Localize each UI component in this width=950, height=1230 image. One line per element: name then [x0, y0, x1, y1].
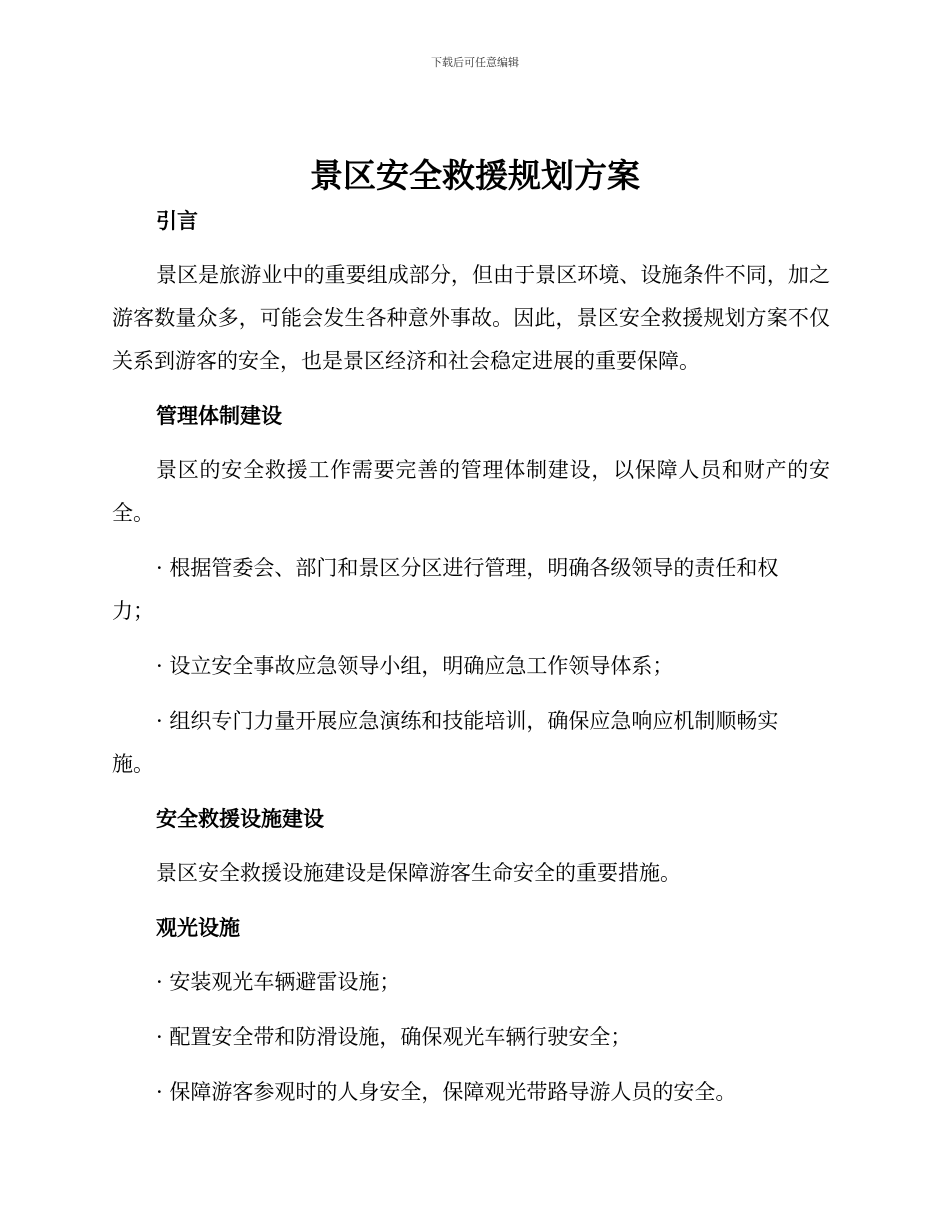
intro-heading: 引言 — [156, 209, 198, 233]
sightseeing-bullet-2: · 配置安全带和防滑设施，确保观光车辆行驶安全； — [156, 1025, 632, 1049]
mgmt-heading: 管理体制建设 — [156, 404, 282, 428]
document-body — [112, 200, 830, 1114]
facility-paragraph: 景区安全救援设施建设是保障游客生命安全的重要措施。 — [156, 861, 681, 885]
mgmt-bullet-3: · 组织专门力量开展应急演练和技能培训，确保应急响应机制顺畅实施。 — [112, 709, 779, 776]
facility-heading: 安全救援设施建设 — [156, 807, 324, 831]
mgmt-bullet-2: · 设立安全事故应急领导小组，明确应急工作领导体系； — [156, 654, 674, 678]
mgmt-paragraph: 景区的安全救援工作需要完善的管理体制建设，以保障人员和财产的安全。 — [112, 458, 830, 525]
sightseeing-bullet-1: · 安装观光车辆避雷设施； — [156, 970, 401, 994]
intro-paragraph: 景区是旅游业中的重要组成部分，但由于景区环境、设施条件不同，加之游客数量众多，可能会发生各种意外事故。因此，景区安全救援规划方案不仅关系到游客的安全，也是景区经济和社会稳定进展的重要保障。 — [112, 263, 830, 373]
page-title: 景区安全救援规划方案 — [310, 156, 640, 195]
sightseeing-bullet-3: · 保障游客参观时的人身安全，保障观光带路导游人员的安全。 — [156, 1080, 737, 1104]
header-note: 下载后可任意编辑 — [431, 56, 519, 69]
sightseeing-heading: 观光设施 — [156, 916, 240, 940]
mgmt-bullet-1: · 根据管委会、部门和景区分区进行管理，明确各级领导的责任和权力； — [112, 556, 779, 623]
